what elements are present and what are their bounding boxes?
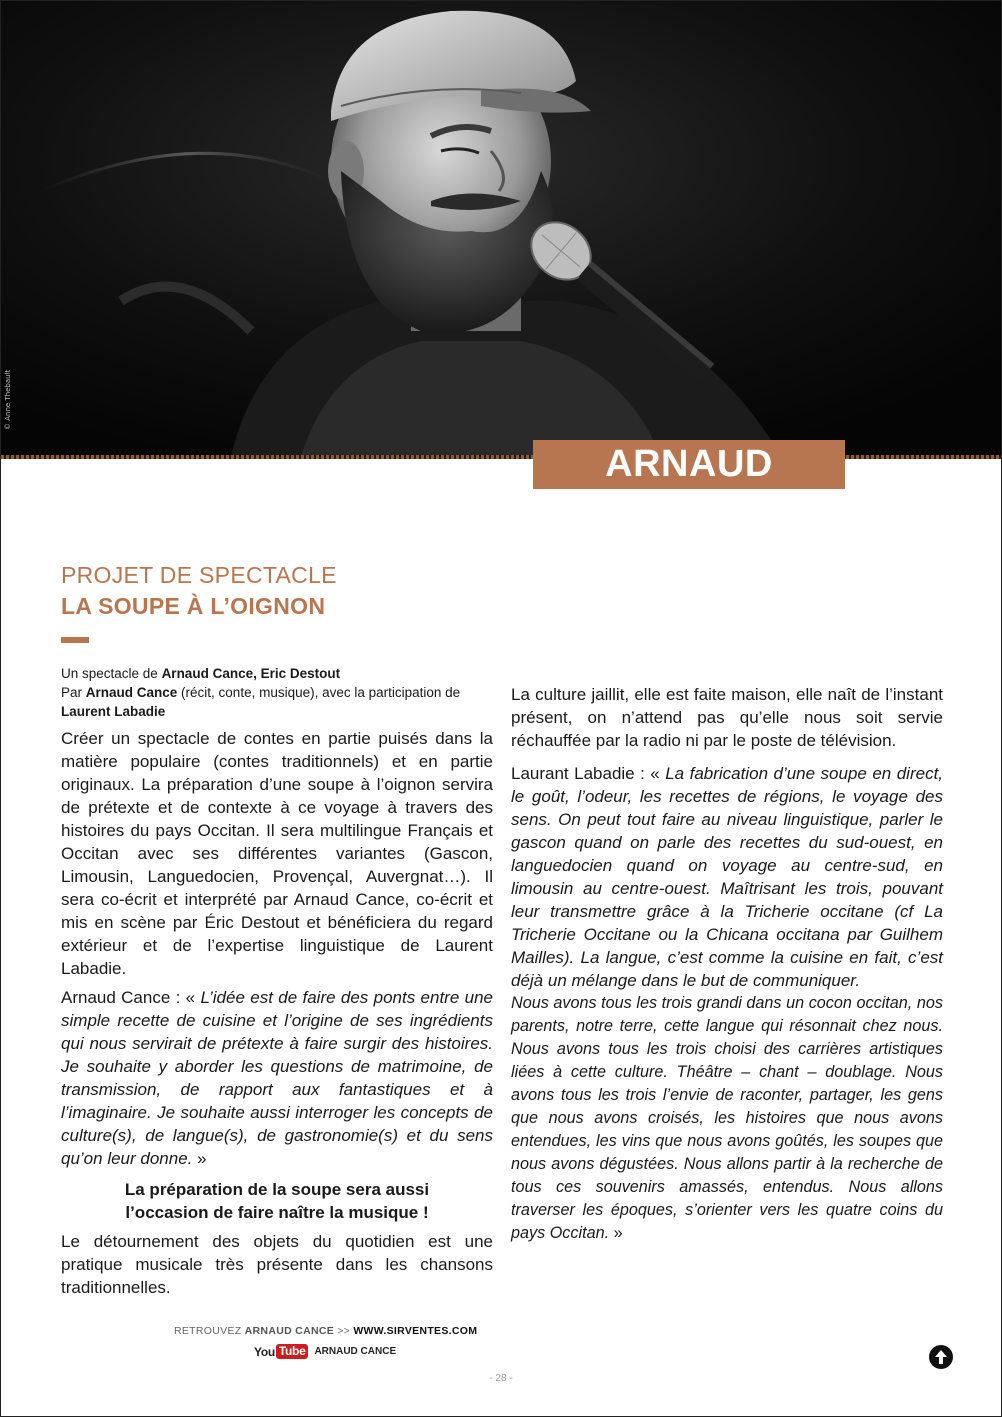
arnaud-quote-lead: Arnaud Cance : « — [61, 988, 201, 1007]
callout-line-2: l’occasion de faire naître la musique ! — [125, 1203, 429, 1222]
credits-line2-suffix: (récit, conte, musique), avec la participation de — [177, 685, 461, 700]
performer-photo — [1, 1, 1001, 456]
occitan-quote: Nous avons tous les trois grandi dans un cocon occitan, nos parents, notre terre, cette langue qui résonnait chez nous. Nous avons tous les trois choisi des carrières artistiques liées à cette culture. Théâtre – chant – doublage. Nous avons tous les trois l’envie de raconter, partager, les gens que nous avons croisés, les histoires que nous avons entendues, les vins que nous avons goûtés, les soupes que nous avons dégustées. Nous allons partir à la recherche de tous ces souvenirs amassés, entendus. Nous allons traverser les époques, s’orienter vers les quatre coins du pays Occitan. — [511, 994, 943, 1242]
arrow-up-icon — [929, 1345, 953, 1369]
right-column — [511, 683, 943, 1245]
retrouvez-separator: >> — [334, 1325, 354, 1337]
youtube-channel-name: ARNAUD CANCE — [314, 1346, 397, 1357]
retrouvez-artist: ARNAUD CANCE — [244, 1325, 335, 1337]
occitan-quote-end: » — [609, 1224, 623, 1242]
arnaud-quote: L’idée est de faire des ponts entre une simple recette de cuisine et l’origine de ses ingrédients qui nous servirait de prétexte à faire surgir des histoires. Je souhaite y aborder les questions de matrimoine, de transmission, de rapport aux fantastiques et à l’imaginaire. Je souhaite aussi interroger les concepts de culture(s), de langue(s), de gastronomie(s) et du sens qu’on leur donne. — [61, 988, 493, 1168]
website-link[interactable]: WWW.SIRVENTES.COM — [353, 1325, 478, 1337]
objects-paragraph: Le détournement des objets du quotidien est une pratique musicale très présente dans les chansons traditionnelles. — [61, 1232, 493, 1297]
section-kicker: PROJET DE SPECTACLE — [61, 562, 337, 588]
footer-links — [174, 1325, 477, 1337]
page-number: - 28 - — [489, 1373, 513, 1384]
youtube-link[interactable] — [254, 1343, 396, 1360]
credits-authors: Arnaud Cance, Eric Destout — [161, 666, 341, 681]
arnaud-quote-end: » — [192, 1149, 207, 1168]
show-credits — [61, 664, 493, 721]
occitan-cocoon-paragraph — [511, 992, 943, 1245]
header-divider — [1, 455, 1001, 459]
music-callout — [61, 1178, 493, 1224]
accent-rule — [61, 637, 89, 643]
culture-paragraph: La culture jaillit, elle est faite maison, elle naît de l’instant présent, on n’attend pas qu’elle nous soit servie réchauffée par la radio ni par le poste de télévision. — [511, 685, 943, 750]
retrouvez-prefix: RETROUVEZ — [174, 1325, 245, 1337]
intro-paragraph: Créer un spectacle de contes en partie puisés dans la matière populaire (contes traditionnels) et en partie originaux. La préparation d’une soupe à l’oignon servira de prétexte et de contexte à ce voyage à travers des histoires du pays Occitan. Il sera multilingue Français et Occitan avec ses différentes variantes (Gascon, Limousin, Languedocien, Provençal, Auvergnat…). Il sera co-écrit et interprété par Arnaud Cance, co-écrit et mis en scène par Éric Destout et bénéficiera du regard extérieur et de l’expertise linguistique de Laurent Labadie. — [61, 729, 493, 978]
credits-performer: Arnaud Cance — [85, 685, 178, 700]
photo-credit: © Anne Thebault — [4, 369, 12, 430]
artist-name-banner: ARNAUD CANCE — [533, 440, 845, 489]
laurent-quote-paragraph — [511, 762, 943, 992]
laurent-quote: La fabrication d’une soupe en direct, le goût, l’odeur, les recettes de régions, le voyage des sens. On peut tout faire au niveau linguistique, parler le gascon quand on parle des recettes du sud-ouest, en languedocien quand on voyage au centre-sud, en limousin au centre-ouest. Maîtrisant les trois, pouvant leur transmettre grâce à la Tricherie occitane (cf La Tricherie Occitane ou la Chicana occitana par Guilhem Mailles). La langue, c’est comme la cuisine en fait, c’est déjà un mélange dans le but de communiquer. — [511, 764, 944, 990]
hero-photo — [1, 1, 1001, 456]
credits-line2-prefix: Par — [61, 685, 86, 700]
youtube-icon: You Tube — [254, 1344, 308, 1359]
left-column — [61, 664, 493, 1299]
credits-participant: Laurent Labadie — [61, 704, 166, 719]
section-title: LA SOUPE À L’OIGNON — [61, 593, 326, 619]
back-to-top-button[interactable] — [929, 1345, 953, 1369]
laurent-quote-lead: Laurant Labadie : « — [511, 764, 666, 783]
callout-line-1: La préparation de la soupe sera aussi — [124, 1180, 430, 1199]
arnaud-quote-paragraph — [61, 986, 493, 1170]
credits-line1-prefix: Un spectacle de — [61, 666, 162, 681]
